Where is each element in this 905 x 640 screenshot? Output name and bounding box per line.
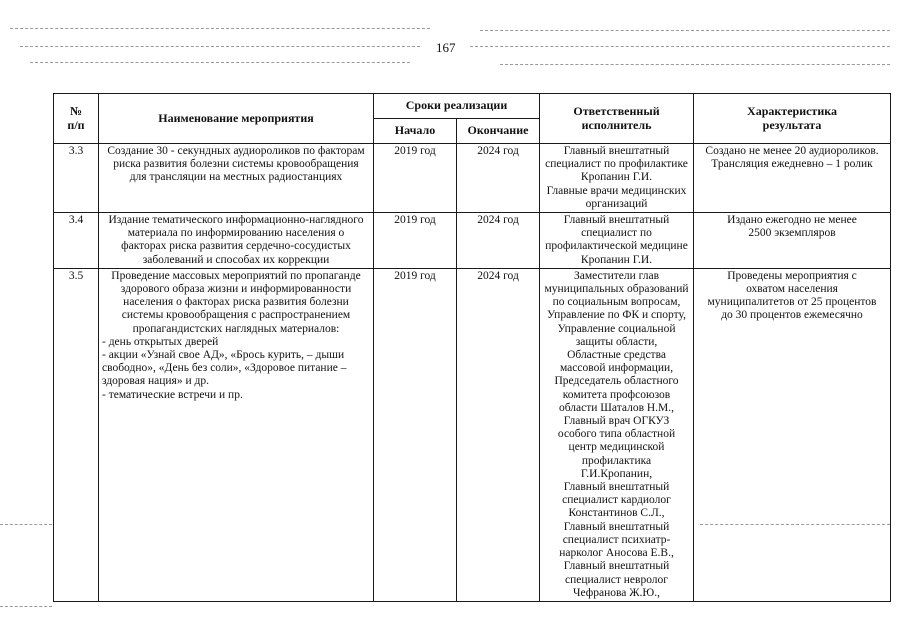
header-responsible: Ответственный исполнитель — [540, 94, 694, 144]
row-end: 2024 год — [457, 268, 540, 601]
scan-noise-line — [500, 64, 890, 66]
scan-noise-line — [470, 46, 890, 48]
header-num: № п/п — [54, 94, 99, 144]
table-row — [54, 213, 891, 269]
header-row-top — [54, 94, 891, 119]
row-name-cell — [99, 268, 374, 601]
header-start: Начало — [374, 119, 457, 144]
scan-noise-line — [0, 524, 52, 526]
row-name: Создание 30 - секундных аудиороликов по факторам риска развития болезни системы кровообращения для трансляции на местных радиостанциях — [99, 144, 374, 213]
row-responsible: Главный внештатный специалист по профилактической медицине Кропанин Г.И. — [540, 213, 694, 269]
row-name: Проведение массовых мероприятий по пропаганде здорового образа жизни и информированности населения о факторах риска развития болезни системы кровообращения с распространением пропагандистских наглядных материалов: — [111, 269, 361, 335]
page-number: 167 — [436, 40, 456, 55]
row-responsible: Главный внештатный специалист по профилактике Кропанин Г.И. Главные врачи медицинских организаций — [540, 144, 694, 213]
row-number: 3.5 — [54, 268, 99, 601]
table-row — [54, 268, 891, 601]
table-row — [54, 144, 891, 213]
row-end: 2024 год — [457, 213, 540, 269]
row-end: 2024 год — [457, 144, 540, 213]
row-start: 2019 год — [374, 213, 457, 269]
scan-noise-line — [30, 62, 410, 64]
row-number: 3.4 — [54, 213, 99, 269]
scan-noise-line — [20, 46, 420, 48]
header-name: Наименование мероприятия — [99, 94, 374, 144]
row-result: Проведены мероприятия с охватом населения муниципалитетов от 25 процентов до 30 процентов ежемесячно — [694, 268, 891, 601]
scan-noise-line — [0, 606, 52, 608]
row-name: Издание тематического информационно-наглядного материала по информированию населения о факторах риска развития сердечно-сосудистых заболеваний и способах их коррекции — [99, 213, 374, 269]
row-number: 3.3 — [54, 144, 99, 213]
row-result: Создано не менее 20 аудиороликов. Трансляция ежедневно – 1 ролик — [694, 144, 891, 213]
header-period: Сроки реализации — [374, 94, 540, 119]
row-responsible: Заместители глав муниципальных образований по социальным вопросам, Управление по ФК и спорту, Управление социальной защиты области, Областные средства массовой информации, Председатель областного комитета профсоюзов области Шаталов Н.М., Главный врач ОГКУЗ особого типа областной центр медицинской профилактика Г.И.Кропанин, Главный внештатный специалист кардиолог Константинов С.Л., Главный внештатный специалист психиатр- нарколог Аносова Е.В., Главный внештатный специалист невролог Чефранова Ж.Ю., — [540, 268, 694, 601]
row-start: 2019 год — [374, 268, 457, 601]
scan-noise-line — [700, 524, 890, 526]
scan-noise-line — [10, 28, 430, 30]
list-item: - акции «Узнай свое АД», «Брось курить, – дыши свободно», «День без соли», «Здоровое питание – здоровая нация» и др. — [102, 349, 347, 388]
list-item: - тематические встречи и пр. — [102, 388, 243, 401]
header-end: Окончание — [457, 119, 540, 144]
header-result: Характеристика результата — [694, 94, 891, 144]
row-result: Издано ежегодно не менее 2500 экземпляров — [694, 213, 891, 269]
list-item: - день открытых дверей — [102, 335, 219, 348]
scan-noise-line — [480, 30, 890, 32]
row-start: 2019 год — [374, 144, 457, 213]
